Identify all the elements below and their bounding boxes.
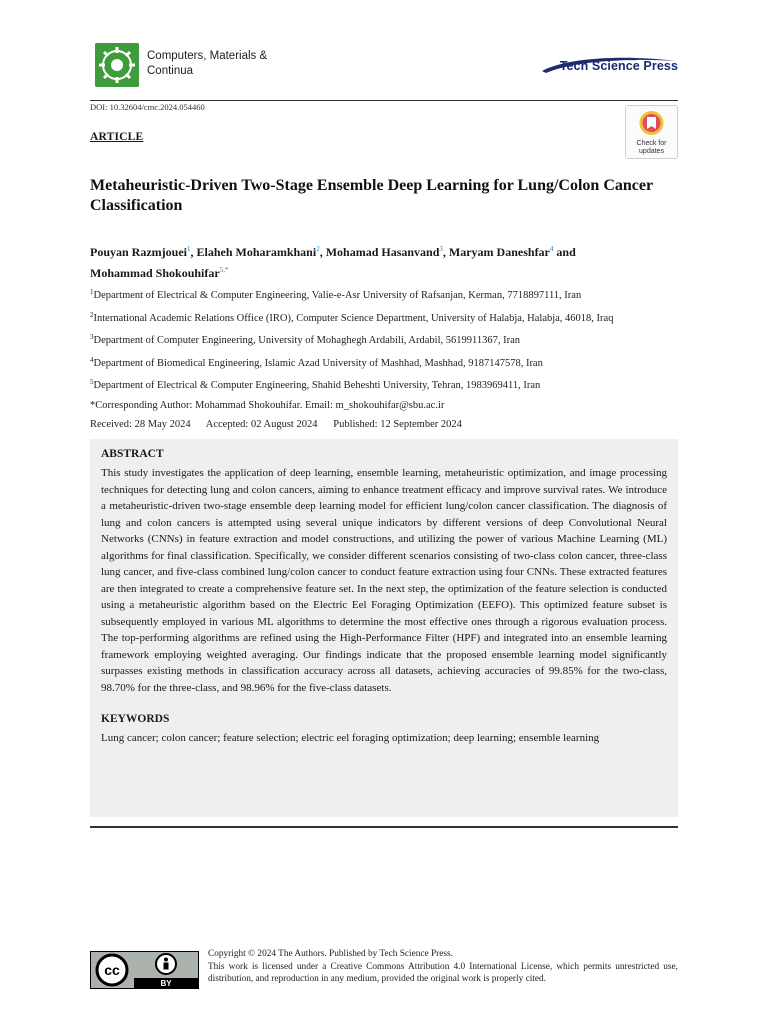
affiliation-number: 5 — [90, 378, 94, 386]
license-footer — [90, 948, 678, 992]
author-separator: , — [319, 245, 326, 259]
cc-by-license-icon[interactable] — [90, 951, 199, 989]
journal-name — [147, 49, 297, 79]
publication-dates — [90, 415, 690, 435]
abstract-text: This study investigates the application of deep learning, ensemble learning, metaheuristic optimization, and image processing techniques for detecting lung and colon cancers, aiming to enhance treatment efficacy and improve survival rates. We introduce a metaheuristic-driven two-stage ensemble deep learning model for efficient lung/colon cancer classification. The diagnosis of lung and colon cancers is attempted using several unique indicators by different versions of deep Convolutional Neural Networks (CNNs) in feature extraction and model constructions, and utilizing the power of various Machine Learning (ML) algorithms for final classification. Specifically, we consider different scenarios consisting of two-class colon cancer, three-class lung cancer, and five-class combined lung/colon cancer to conduct feature extraction using four CNNs. These extracted features are then integrated to create a comprehensive feature set. In the next step, the optimization of the feature selection is conducted using a metaheuristic algorithm based on the Electric Eel Foraging Optimization (EEFO). This optimized feature subset is subsequently employed in various ML algorithms to determine the most effective ones through a rigorous evaluation process. The top-performing algorithms are refined using the High-Performance Filter (HPF) and integrated into an ensemble learning framework employing weighted averaging. Our findings indicate that the proposed ensemble learning model significantly surpasses existing methods in classification accuracy across all datasets, achieving accuracies of 99.85% for the two-class, 98.70% for the three-class, and 98.96% for the five-class datasets. — [101, 467, 667, 694]
doi-link[interactable]: DOI: 10.32604/cmc.2024.054460 — [90, 102, 205, 112]
header-divider — [90, 100, 678, 101]
affiliation-item — [90, 306, 690, 329]
journal-name-line2: Continua — [147, 65, 194, 77]
published-date: Published: 12 September 2024 — [333, 419, 462, 430]
author-affiliation-ref[interactable]: 4 — [549, 245, 554, 253]
article-type-label: ARTICLE — [90, 131, 144, 143]
author-name: Maryam Daneshfar — [448, 245, 550, 259]
license-statement[interactable]: This work is licensed under a Creative Commons Attribution 4.0 International License, which permits unrestricted use, distribution, and reproduction in any medium, provided the original work is properly cited. — [208, 961, 678, 984]
author-affiliation-ref[interactable]: 5,* — [219, 266, 229, 274]
check-for-updates-button[interactable] — [625, 105, 678, 159]
journal-name-line1: Computers, Materials & — [147, 50, 268, 62]
author-separator: , — [190, 245, 197, 259]
affiliation-item — [90, 351, 690, 374]
author-conjunction: and — [553, 245, 576, 259]
journal-header — [90, 40, 678, 90]
affiliation-number: 3 — [90, 333, 94, 341]
author-affiliation-ref[interactable]: 3 — [439, 245, 443, 253]
affiliation-number: 4 — [90, 355, 94, 364]
author-name: Elaheh Moharamkhani — [196, 245, 317, 259]
cc-label: cc — [104, 962, 120, 978]
author-affiliation-ref[interactable]: 2 — [316, 245, 320, 253]
affiliation-item — [90, 283, 690, 306]
corresponding-author: *Corresponding Author: Mohammad Shokouhifar. Email: m_shokouhifar@sbu.ac.ir — [90, 399, 445, 411]
affiliation-text: Department of Computer Engineering, University of Mohaghegh Ardabili, Ardabil, 5619911367, Iran — [93, 335, 521, 346]
author-name: Pouyan Razmjouei — [90, 245, 187, 259]
copyright-notice — [208, 948, 678, 986]
author-name: Mohammad Shokouhifar — [90, 266, 220, 280]
received-date: Received: 28 May 2024 — [90, 419, 191, 430]
affiliation-item — [90, 328, 690, 351]
check-updates-bookmark-icon — [626, 106, 677, 140]
affiliation-text: Department of Biomedical Engineering, Islamic Azad University of Mashhad, Mashhad, 9187147578, Iran — [93, 357, 543, 369]
abstract-panel — [90, 439, 678, 817]
copyright-line: Copyright © 2024 The Authors. Published by Tech Science Press. — [208, 949, 453, 959]
affiliation-text: Department of Electrical & Computer Engineering, Shahid Beheshti University, Tehran, 1983969411, Iran — [93, 380, 541, 391]
check-updates-line2: updates — [639, 148, 664, 155]
affiliation-number: 2 — [90, 310, 94, 319]
abstract-divider — [90, 826, 678, 828]
paper-title: Metaheuristic-Driven Two-Stage Ensemble Deep Learning for Lung/Colon Cancer Classification — [90, 177, 653, 214]
keywords-heading: KEYWORDS — [101, 713, 170, 725]
keywords-text: Lung cancer; colon cancer; feature selection; electric eel foraging optimization; deep learning; ensemble learning — [101, 732, 600, 744]
affiliation-item — [90, 373, 690, 396]
by-label: BY — [160, 979, 172, 988]
check-updates-line1: Check for — [636, 140, 667, 147]
check-updates-label — [626, 140, 677, 156]
author-affiliation-ref[interactable]: 1 — [187, 245, 191, 253]
author-separator: , — [442, 245, 449, 259]
affiliation-number: 1 — [90, 288, 94, 296]
affiliation-list — [90, 283, 690, 435]
journal-logo-icon — [95, 43, 139, 87]
affiliation-text: International Academic Relations Office (IRO), Computer Science Department, University of Halabja, Halabja, 46018, Iraq — [93, 312, 614, 324]
publisher-name: Tech Science Press — [559, 59, 678, 73]
author-name: Mohamad Hasanvand — [325, 245, 440, 259]
affiliation-text: Department of Electrical & Computer Engineering, Valie-e-Asr University of Rafsanjan, Kerman, 7718897111, Iran — [93, 290, 582, 301]
author-list — [90, 240, 678, 282]
accepted-date: Accepted: 02 August 2024 — [205, 419, 318, 430]
abstract-heading: ABSTRACT — [101, 448, 164, 460]
